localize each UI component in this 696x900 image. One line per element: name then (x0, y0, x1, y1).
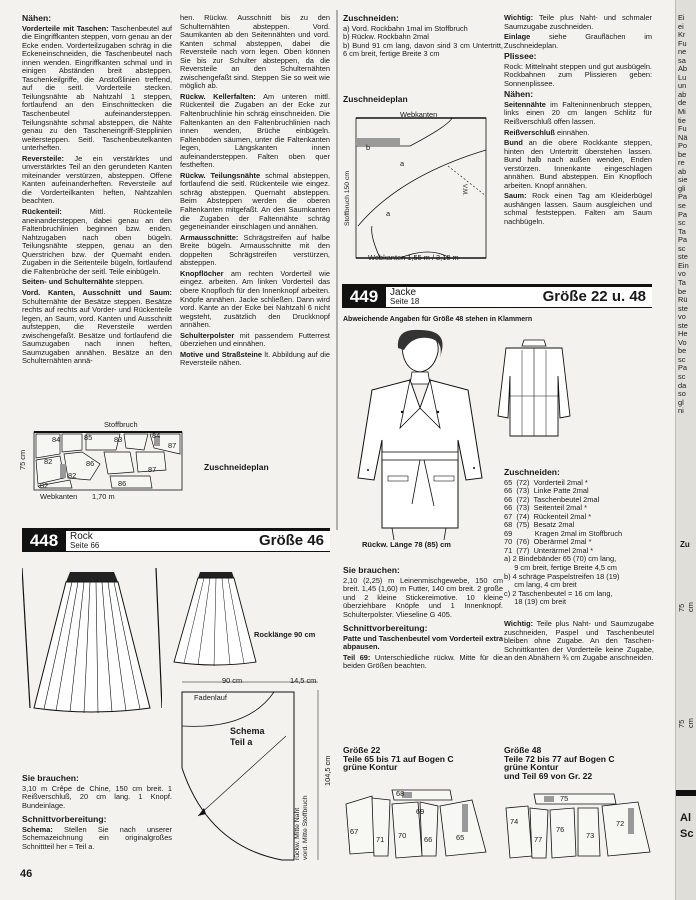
jacket-zuschneiden (504, 468, 654, 620)
paragraph-text: hen. Rückw. Ausschnitt bis zu den Schulternähten absteppen. Vord. Saumkanten ab den Seitennähten und vord. Kanten schmal absteppen, dabei die Reversteile nach vorn legen. Oben können Sie bis zur Schulter absteppen, da die Reversteile an den Schulternähten zwischengefaßt sind. Steppen Sie so weit wie möglich ab. (180, 14, 330, 91)
paragraph-lead: Reißverschluß (504, 127, 555, 137)
layout-1-piece: 84 (152, 431, 161, 440)
paragraph (504, 33, 652, 50)
zus-item: 9 cm breit, fertige Breite 4,5 cm (504, 563, 617, 573)
layout-1-label-width: 1,70 m (92, 492, 115, 501)
zus-item: 18 (19) cm breit (504, 597, 567, 607)
zuschneiden-item: b) Rückw. Rockbahn 2mal (343, 32, 429, 42)
paragraph-lead: Rückw. Kellerfalten: (180, 91, 256, 101)
paragraph-text: Schrägstreifen auf halbe Breite bügeln. Armausschnitte mit den doppelten Schrägstreifen verstürzen, absteppen. (180, 232, 330, 268)
next-page-cm1: 75 cm (677, 602, 695, 612)
paragraph (180, 172, 330, 232)
g22-piece: 65 (456, 833, 465, 842)
schema-mitte2: vord. Mitte Stoffbruch (302, 795, 309, 860)
jacket-length: Rückw. Länge 78 (85) cm (362, 540, 451, 549)
g48-piece: 75 (560, 794, 569, 803)
edge-fragment: He (678, 329, 688, 339)
paragraph (22, 208, 172, 276)
pattern-name: Jacke (390, 287, 417, 298)
paragraph-text: einnähen. (554, 127, 590, 137)
g22-heading: Größe 22 (343, 746, 381, 755)
size-48-heading-block (504, 746, 654, 790)
edge-fragment: sc (678, 354, 686, 364)
edge-fragment: sc (678, 243, 686, 253)
plan-label-bottom: Webkanten 1,55 m / 3,10 m (368, 253, 459, 262)
plan-label-side: Stoffbruch 150 cm (344, 170, 351, 226)
paragraph (504, 14, 652, 31)
section-heading: Nähen: (504, 89, 534, 100)
g22-piece: 70 (398, 831, 407, 840)
edge-fragment: Rü (678, 295, 688, 305)
jacke-schnitt-1: Patte und Taschenbeutel vom Vorderteil extra abpausen. (343, 633, 503, 652)
column-4-text (504, 14, 652, 246)
paragraph (504, 129, 652, 138)
jacket-front-illustration (342, 328, 500, 540)
paragraph-lead: Rückenteil: (22, 207, 62, 217)
paragraph-text: schmal absteppen, fortlaufend die seitl. Rückenteile wie eingez. schräg absteppen. Quernaht absteppen. Beim Absteppen werden die oberen Faltenkanten mitgefaßt. An den Saumkanten die Zugaben der Faltennähte schräg gegeneinander einschlagen und annähen. (180, 170, 330, 232)
pattern-name: Rock (70, 531, 93, 542)
paragraph-text: Teile plus Naht- und schmaler Saumzugabe zuschneiden. (504, 14, 652, 31)
layout-1-piece: 86 (86, 459, 95, 468)
paragraph (22, 278, 172, 287)
zus-item: 65 (72) Vorderteil 2mal * (504, 477, 588, 487)
jacket-back-illustration (494, 336, 574, 440)
jacke-wichtig-text: Wichtig: Teile plus Naht- und Saumzugabe zuschneiden, Paspel und Taschenbeutel bleiben ohne Zugabe. An den Taschen-Schnittkanten der Vorderteile keine Zugabe, an den Abnähern ¾ cm Zugabe anschneiden. (504, 620, 654, 663)
edge-fragment: ei (678, 21, 684, 31)
rock-sie-heading: Sie brauchen: (22, 774, 79, 783)
zus-item: cm lang, 4 cm breit (504, 580, 577, 590)
paragraph-lead: Einlage (504, 32, 531, 42)
schema-dim-top: 90 cm (222, 676, 243, 685)
section-bar-448 (22, 528, 330, 552)
layout-1-label-stoffbruch: Stoffbruch (104, 420, 138, 429)
jacke-schnitt-2: Teil 69: Unterschiedliche rückw. Mitte für die beiden Größen beachten. (343, 652, 503, 671)
next-page-al: Al (680, 812, 691, 824)
edge-fragment: Ta (678, 277, 686, 287)
schema-fadenlauf: Fadenlauf (194, 693, 227, 702)
pattern-page-ref: Seite 66 (70, 541, 100, 550)
layout-1-label-75cm: 75 cm (18, 449, 27, 470)
paragraph (504, 101, 652, 127)
paragraph-lead: Seitennähte (504, 99, 546, 109)
paragraph-text: an die obere Rockkante steppen, hinten den Untertritt überstehen lassen. Bund halb nach außen wenden, Enden verstürzen. Innenkante eingeschlagen annähen. Bund absteppen. Ein Knopfloch arbeiten. Knopf annähen. (504, 138, 652, 190)
edge-fragment: Pa (678, 192, 688, 202)
paragraph-text: siehe Grauflächen im Zuschneideplan. (504, 32, 652, 50)
g48-piece: 72 (616, 819, 625, 828)
schema-dim-top2: 14,5 cm (290, 676, 317, 685)
rock-schnitt-text: Schema: Stellen Sie nach unserer Schemazeichnung ein originalgroßes Schnittteil her = Teil a. (22, 824, 172, 851)
paragraph (504, 139, 652, 190)
zus-item: a) 2 Bindebänder 65 (70) cm lang, (504, 554, 617, 564)
edge-fragment: sc (678, 218, 686, 228)
jacket-materials (343, 566, 503, 736)
next-page-cm2: 75 cm (677, 718, 695, 728)
g22-piece: 68 (396, 789, 405, 798)
edge-fragment: Pa (678, 363, 688, 373)
paragraph-text: am rechten Vorderteil wie eingez. arbeiten. Am linken Vorderteil das obere Knopfloch für den Innenknopf arbeiten. Knöpfe annähen. Jacke schließen. Dann wird vord. Kante an der Ecke bei Nahtzahl 6 nicht wegsteht, zusätzlich den Druckknopf annähen. (180, 268, 330, 330)
edge-fragment: da (678, 380, 687, 390)
jacke-zus-heading: Zuschneiden: (504, 468, 560, 477)
paragraph-text: Am unteren mittl. Rückenteil die Zugaben an der Ecke zur Faltenbruchlinie hin schräg einschneiden. Die Faltenkanten an den Faltenbruchlinien nach innen wenden, Brüche einbügeln. Faltenböden säumen, unter die Faltenkanten legen, Längskanten innen aufeinandersteppen. Falten oben quer festheften. (180, 91, 330, 170)
zus-item: 66 (73) Seitenteil 2mal * (504, 503, 587, 513)
plan-label-a: a (386, 209, 391, 218)
edge-fragment: ni (678, 406, 684, 416)
edge-fragment: Ab (678, 64, 688, 74)
edge-fragment: vo (678, 312, 686, 322)
edge-fragment: un (678, 81, 687, 91)
jacke-sie-text: 2,10 (2,25) m Leinenmischgewebe, 150 cm breit. 1,45 (1,60) m Futter, 140 cm breit. 2 große und 2 kleine Stickereimotive. 10 kleine überziehbare Knöpfe und 1 Innenknopf. Schulterpolster. Vlieseline G 405. (343, 575, 503, 619)
schema-mitte: rückw. Mitte Naht (294, 807, 301, 860)
layout-1-label-webkanten: Webkanten (40, 492, 78, 501)
g48-piece: 73 (586, 831, 595, 840)
g48-piece: 77 (534, 835, 543, 844)
edge-fragment: gl (678, 397, 684, 407)
zus-item: b) 4 schräge Paspelstreifen 18 (19) (504, 571, 620, 581)
next-page-sc: Sc (680, 828, 694, 840)
column-divider (336, 10, 338, 530)
section-bar-449 (342, 284, 652, 308)
g22-piece: 69 (416, 807, 425, 816)
edge-fragment: so (678, 389, 686, 399)
next-page-bar (676, 790, 696, 796)
edge-fragment: Lu (678, 72, 687, 82)
edge-fragment: sie (678, 175, 688, 185)
plan-label-vm: V.M. (461, 184, 467, 196)
zuschneiden-item: a) Vord. Rockbahn 1mal im Stoffbruch (343, 23, 468, 33)
edge-fragment: ste (678, 252, 688, 262)
paragraph-text: Schulternähte der Besätze steppen. Besätze rechts auf rechts auf Vorder- und Rückenteile legen, an Saum, vord. Kanten und Ausschnitt aufsteppen, die Reversteile werden zwischengefaßt. Besätze und fortlaufend die Saumzugaben nach innen heften, Saumzugaben annähen. Besätze an den Schulternähten annä- (22, 296, 172, 366)
edge-fragment: Ei (678, 13, 685, 22)
size-22-pattern-pieces (342, 784, 492, 860)
zus-item: 70 (76) Oberärmel 2mal * (504, 537, 592, 547)
g22-line2: grüne Kontur (343, 762, 398, 773)
edge-fragment: be (678, 149, 687, 159)
paragraph-lead: Bund (504, 138, 523, 148)
edge-fragment: be (678, 346, 687, 356)
rock-materials (22, 774, 172, 864)
paragraph (22, 25, 172, 153)
plan-label-b: b (366, 143, 371, 152)
layout-1-piece: 83 (114, 435, 123, 444)
jacke-sie-heading: Sie brauchen: (343, 566, 400, 575)
edge-fragment: ste (678, 303, 688, 313)
paragraph-lead: Reversteile: (22, 153, 64, 163)
jacke-schnitt-heading: Schnittvorbereitung: (343, 623, 428, 634)
paragraph-text: Rock einen Tag am Kleiderbügel aushängen lassen. Saum ausgleichen und schmal feststeppen. Falten am Saum nachbügeln. (504, 191, 652, 227)
paragraph-lead: Seiten- und Schulternähte (22, 277, 114, 287)
paragraph-text: Je ein verstärktes und unverstärktes Teil an den gerundeten Kanten miteinander verstürzen, absteppen. Offene Kanten aufeinanderheften. Reversteile auf die Vorderteilkanten heften, Nahtzahlen beachten. (22, 153, 172, 206)
edge-fragment: Nä (678, 132, 688, 142)
skirt-front-illustration (22, 568, 162, 718)
g48-piece: 74 (510, 817, 519, 826)
edge-fragment: Pa (678, 209, 688, 219)
plan-label-top: Webkanten (400, 110, 438, 119)
schema-teil: Teil a (230, 737, 253, 747)
g22-piece: 71 (376, 835, 385, 844)
pattern-size: Größe 22 u. 48 (542, 288, 646, 305)
next-page-text-fragment (678, 14, 696, 416)
layout-1-piece: 82 (44, 457, 53, 466)
column-1-text (22, 14, 172, 424)
zus-item: 71 (77) Unterärmel 2mal * (504, 545, 594, 555)
edge-fragment: re (678, 158, 685, 168)
size-48-pattern-pieces (504, 790, 654, 862)
edge-fragment: vo (678, 269, 686, 279)
paragraph-lead: Armausschnitte: (180, 232, 239, 242)
skirt-side-illustration (170, 570, 260, 670)
edge-fragment: Pa (678, 235, 688, 245)
section-heading: Plissee: (504, 51, 537, 62)
paragraph-text: im Falteninnenbruch steppen, links einen 20 cm langen Schlitz für Reißverschluß offen lassen. (504, 99, 652, 127)
paragraph (180, 14, 330, 91)
g48-line3: und Teil 69 von Gr. 22 (504, 770, 593, 781)
pattern-page-ref: Seite 18 (390, 297, 420, 306)
g48-line2: grüne Kontur (504, 762, 559, 773)
edge-fragment: sa (678, 55, 686, 65)
edge-fragment: ne (678, 47, 687, 57)
paragraph (180, 351, 330, 368)
zuschneiden-list (343, 25, 503, 59)
edge-fragment: tie (678, 115, 686, 125)
rock-schnitt-heading: Schnittvorbereitung: (22, 814, 107, 825)
edge-fragment: Po (678, 141, 688, 151)
edge-fragment: Vo (678, 337, 687, 347)
zus-item: 69 Kragen 2mal im Stoffbruch (504, 528, 623, 538)
next-page-zu: Zu (680, 540, 690, 549)
edge-fragment: sc (678, 371, 686, 381)
section-heading: Nähen: (22, 14, 52, 23)
paragraph (180, 270, 330, 330)
edge-fragment: be (678, 286, 687, 296)
layout-1-piece: 86 (118, 479, 127, 488)
plan-label-a: a (400, 159, 405, 168)
paragraph-text: lt. Abbildung auf die Reversteile nähen. (180, 349, 330, 368)
g22-piece: 67 (350, 827, 359, 836)
zus-item: 66 (73) Linke Patte 2mal (504, 486, 589, 496)
edge-fragment: se (678, 201, 686, 211)
layout-1-piece: 84 (52, 435, 61, 444)
column-2-text (180, 14, 330, 414)
jacke-zus-list (504, 479, 654, 607)
layout-1-piece: 87 (148, 465, 157, 474)
paragraph (504, 63, 652, 89)
jacket-wichtig (504, 620, 654, 680)
edge-fragment: Fu (678, 124, 687, 134)
paragraph (180, 332, 330, 349)
schema-dim-side: 104,5 cm (323, 755, 332, 786)
layout-1-title: Zuschneideplan (204, 462, 269, 472)
zuschneiden-heading: Zuschneiden: (343, 14, 399, 23)
zus-item: 67 (74) Rückenteil 2mal * (504, 511, 592, 521)
paragraph-lead: Wichtig: (504, 14, 534, 22)
rock-cutting-layout (340, 106, 500, 266)
paragraph (180, 93, 330, 170)
paragraph-lead: Motive und Straßsteine (180, 349, 263, 359)
edge-fragment: Ein (678, 260, 689, 270)
zus-item: 66 (72) Taschenbeutel 2mal (504, 494, 600, 504)
edge-fragment: de (678, 98, 687, 108)
edge-fragment: Kr (678, 30, 686, 40)
layout-1-piece: 85 (84, 433, 93, 442)
edge-fragment: ab (678, 166, 687, 176)
zus-item: 68 (75) Besatz 2mal (504, 520, 575, 530)
paragraph-lead: Vord. Kanten, Ausschnitt und Saum: (22, 287, 172, 297)
paragraph-text: Taschenbeutel auf die Eingriffkanten steppen, vorn genau an der Ecke enden. Vorderteilzugaben schräg in die Eckeneinschneiden, die Taschenbeutel nach innen wenden. Eingriffkanten schmal und in einigen Abständen breit absteppen. Taschenkeilgriffe, die Anstoßlinien treffend, auf die seitl. Vorderteile stecken. Teilungsnähte ab Nahtzahl 1 steppen, fortlaufend an den Einschnittecken die Taschenbeutel aufeinandersteppen. Teilungsnähte schmal absteppen, die Nähte genau zu den Tascheneingriff-Stepplinien weitersteppen. Seitl. Taschenbeutelkanten unterheften. (22, 23, 172, 153)
zuschneiden-item: b) Bund 91 cm lang, davon sind 3 cm Untertritt, 6 cm breit, fertige Breite 3 cm (343, 40, 503, 59)
paragraph-lead: Rückw. Teilungsnähte (180, 170, 261, 180)
paragraph-lead: Saum: (504, 191, 527, 201)
g48-heading: Größe 48 (504, 746, 542, 755)
paragraph (180, 234, 330, 268)
rock-sie-text: 3,10 m Crêpe de Chine, 150 cm breit. 1 Reißverschluß, 20 cm lang. 1 Knopf. Bundeinlage. (22, 783, 172, 810)
pattern-size: Größe 46 (258, 532, 324, 549)
g48-line1: Teile 72 bis 77 auf Bogen C (504, 753, 615, 764)
jacke-abweichend: Abweichende Angaben für Größe 48 stehen in Klammern (343, 316, 533, 323)
paragraph-text: steppen. (113, 277, 144, 287)
paragraph (504, 192, 652, 226)
schema-title: Schema (230, 726, 265, 736)
paragraph-lead: Knopflöcher (180, 268, 224, 278)
paragraph-text: mit passendem Futterrest überziehen und einnähen. (180, 330, 330, 349)
edge-fragment: Ta (678, 226, 686, 236)
edge-fragment: gli (678, 183, 686, 193)
size-22-heading-block (343, 746, 503, 780)
page-number: 46 (20, 868, 33, 880)
layout-1-piece: 82 (40, 481, 49, 490)
pattern-number: 449 (342, 287, 386, 307)
paragraph-text: Mittl. Rückenteile aneinandersteppen, dabei genau an den Faltenbruchlinien beginnen bzw. enden. Nahtzugaben nach oben bügeln. Teilungsnähte steppen, genau an den Querstrichen bzw. der Quernaht enden. Zugaben in die Seitenteile bügeln, fortlaufend die Faltenbrüche der seitl. Teile einbügeln. (22, 207, 172, 276)
edge-fragment: ste (678, 320, 688, 330)
zuschneideplan-heading: Zuschneideplan (343, 94, 408, 104)
paragraph-text: Rock: Mittelnaht steppen und gut ausbügeln. Rockbahnen zum Plissieren geben: Sonnenplissee. (504, 61, 652, 88)
pattern-number: 448 (22, 531, 66, 551)
edge-fragment: ab (678, 89, 687, 99)
layout-1-piece: 82 (68, 471, 77, 480)
zus-item: c) 2 Taschenbeutel = 16 cm lang, (504, 588, 613, 598)
g22-line1: Teile 65 bis 71 auf Bogen C (343, 753, 454, 764)
paragraph (22, 155, 172, 206)
g48-piece: 76 (556, 825, 565, 834)
edge-fragment: Mi (678, 107, 686, 117)
paragraph-lead: Vorderteile mit Taschen: (22, 23, 109, 33)
edge-fragment: Fu (678, 38, 687, 48)
paragraph-lead: Schulterpolster (180, 330, 235, 340)
paragraph (22, 289, 172, 366)
skirt-length: Rocklänge 90 cm (254, 630, 316, 639)
zuschneiden-rock-section (343, 14, 503, 76)
g22-piece: 66 (424, 835, 433, 844)
layout-1-piece: 87 (168, 441, 177, 450)
